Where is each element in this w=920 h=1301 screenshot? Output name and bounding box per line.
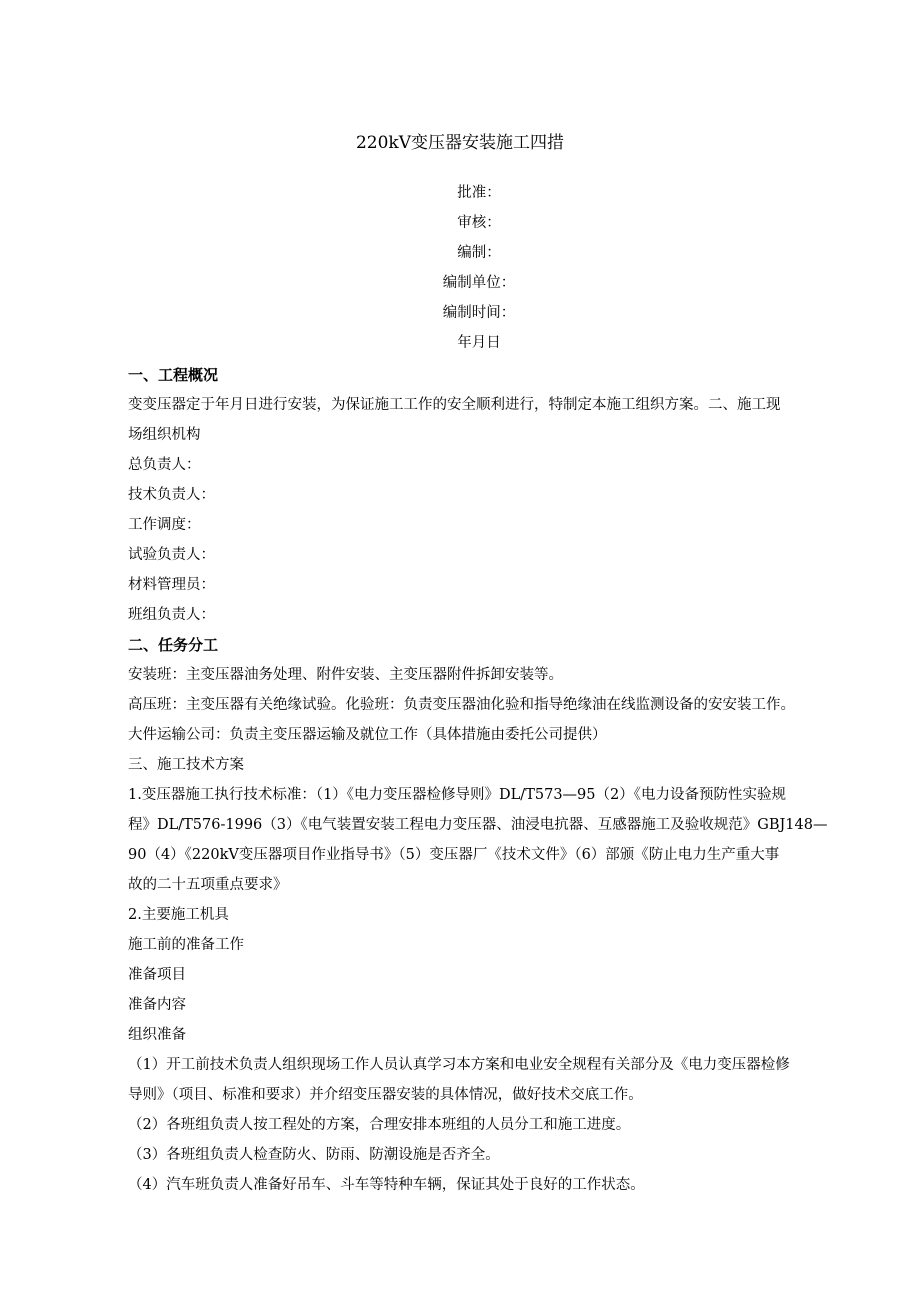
role-item: 技术负责人： bbox=[128, 487, 215, 503]
document-body bbox=[128, 360, 848, 1200]
prep-line: 准备项目 bbox=[128, 967, 186, 983]
org-item: （2）各班组负责人按工程处的方案，合理安排本班组的人员分工和施工进度。 bbox=[128, 1117, 631, 1133]
org-item: 导则》（项目、标准和要求）并介绍变压器安装的具体情况，做好技术交底工作。 bbox=[128, 1087, 643, 1103]
approval-block bbox=[0, 178, 920, 358]
org-item: （4）汽车班负责人准备好吊车、斗车等特种车辆，保证其处于良好的工作状态。 bbox=[128, 1177, 645, 1193]
task-item: 高压班：主变压器有关绝缘试验。化验班：负责变压器油化验和指导绝缘油在线监测设备的安安装工作。 bbox=[128, 697, 795, 713]
standards-line: 1.变压器施工执行技术标准：（1）《电力变压器检修导则》DL/T573—95（2）《电力设备预防性实验规 bbox=[128, 787, 786, 803]
standards-line: 故的二十五项重点要求》 bbox=[128, 877, 288, 893]
role-item: 工作调度： bbox=[128, 517, 201, 533]
task-item: 安装班：主变压器油务处理、附件安装、主变压器附件拆卸安装等。 bbox=[128, 667, 563, 683]
tools-heading: 2.主要施工机具 bbox=[128, 907, 229, 923]
standards-line: 90（4）《220kV变压器项目作业指导书》（5）变压器厂《技术文件》（6）部颁《防止电力生产重大事 bbox=[128, 847, 780, 863]
role-item: 材料管理员： bbox=[128, 577, 215, 593]
section1-heading: 一、工程概况 bbox=[128, 366, 219, 384]
section3-heading: 三、施工技术方案 bbox=[128, 757, 244, 773]
standards-line: 程》DL/T576-1996（3）《电气装置安装工程电力变压器、油浸电抗器、互感器施工及验收规范》GBJ148— bbox=[128, 817, 828, 833]
compile-line: 编制： bbox=[457, 245, 501, 261]
role-item: 总负责人： bbox=[128, 457, 201, 473]
section1-paragraph-line: 变变压器定于年月日进行安装，为保证施工工作的安全顺利进行，特制定本施工组织方案。二、施工现 bbox=[128, 397, 781, 413]
prep-line: 组织准备 bbox=[128, 1027, 186, 1043]
prep-line: 施工前的准备工作 bbox=[128, 937, 244, 953]
role-item: 班组负责人： bbox=[128, 607, 215, 623]
section2-heading: 二、任务分工 bbox=[128, 636, 219, 654]
document-title: 220kV变压器安装施工四措 bbox=[355, 133, 565, 153]
org-item: （3）各班组负责人检查防火、防雨、防潮设施是否齐全。 bbox=[128, 1147, 500, 1163]
task-item: 大件运输公司：负责主变压器运输及就位工作（具体措施由委托公司提供） bbox=[128, 727, 607, 743]
role-item: 试验负责人： bbox=[128, 547, 215, 563]
compile-unit-line: 编制单位： bbox=[442, 275, 516, 291]
compile-time-line: 编制时间： bbox=[442, 305, 516, 321]
review-line: 审核： bbox=[457, 215, 501, 231]
prep-line: 准备内容 bbox=[128, 997, 186, 1013]
approve-line: 批准： bbox=[457, 185, 501, 201]
date-line: 年月日 bbox=[457, 335, 501, 351]
section1-paragraph-line: 场组织机构 bbox=[128, 427, 201, 443]
org-item: （1）开工前技术负责人组织现场工作人员认真学习本方案和电业安全规程有关部分及《电力变压器检修 bbox=[128, 1057, 790, 1073]
